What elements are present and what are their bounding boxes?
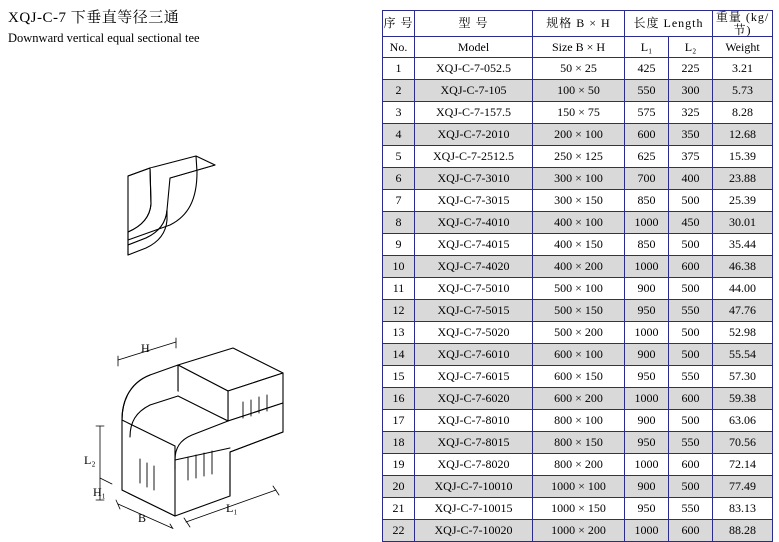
cell-l2: 500 [669,410,713,432]
cell-no: 8 [383,212,415,234]
cell-no: 15 [383,366,415,388]
label-b: B [138,511,147,525]
cell-l1: 1000 [625,520,669,542]
page-title-en: Downward vertical equal sectional tee [8,31,200,45]
cell-l2: 500 [669,190,713,212]
cell-l1: 600 [625,124,669,146]
cell-weight: 52.98 [713,322,773,344]
cell-model: XQJ-C-7-3015 [415,190,533,212]
cell-size: 150 × 75 [533,102,625,124]
cell-l2: 300 [669,80,713,102]
table-header [383,11,773,58]
cell-no: 18 [383,432,415,454]
cell-weight: 59.38 [713,388,773,410]
label-h1: H₁ [93,485,106,499]
header-model-cn: 型 号 [415,11,533,37]
cell-model: XQJ-C-7-4015 [415,234,533,256]
cell-l1: 950 [625,498,669,520]
drawing-main-piece [122,348,283,516]
cell-no: 14 [383,344,415,366]
cell-model: XQJ-C-7-5010 [415,278,533,300]
cell-no: 2 [383,80,415,102]
cell-l2: 400 [669,168,713,190]
cell-l2: 325 [669,102,713,124]
cell-size: 100 × 50 [533,80,625,102]
cell-weight: 12.68 [713,124,773,146]
header-weight-en: Weight [713,37,773,58]
cell-model: XQJ-C-7-8015 [415,432,533,454]
cell-no: 22 [383,520,415,542]
cell-weight: 83.13 [713,498,773,520]
cell-no: 3 [383,102,415,124]
cell-model: XQJ-C-7-6020 [415,388,533,410]
cell-model: XQJ-C-7-6010 [415,344,533,366]
cell-no: 6 [383,168,415,190]
cell-weight: 8.28 [713,102,773,124]
cell-l1: 850 [625,234,669,256]
label-h: H [141,341,150,355]
cell-l2: 550 [669,366,713,388]
cell-weight: 23.88 [713,168,773,190]
label-l1: L₁ [226,501,238,515]
header-l2: L₂ [669,37,713,58]
cell-size: 1000 × 200 [533,520,625,542]
cell-l1: 850 [625,190,669,212]
table-row [383,146,773,168]
cell-l2: 375 [669,146,713,168]
cell-model: XQJ-C-7-052.5 [415,58,533,80]
header-l1: L₁ [625,37,669,58]
cell-no: 11 [383,278,415,300]
table-row [383,476,773,498]
cell-model: XQJ-C-7-2512.5 [415,146,533,168]
cell-l2: 500 [669,476,713,498]
cell-l1: 950 [625,300,669,322]
cell-size: 600 × 150 [533,366,625,388]
cell-l1: 700 [625,168,669,190]
table-row [383,124,773,146]
cell-no: 13 [383,322,415,344]
cell-l2: 600 [669,520,713,542]
cell-no: 10 [383,256,415,278]
cell-weight: 47.76 [713,300,773,322]
cell-weight: 35.44 [713,234,773,256]
table-row [383,498,773,520]
cell-model: XQJ-C-7-8020 [415,454,533,476]
cell-l1: 950 [625,366,669,388]
cell-no: 16 [383,388,415,410]
page-title-cn: XQJ-C-7 下垂直等径三通 [8,10,180,26]
cell-l2: 350 [669,124,713,146]
table-row [383,322,773,344]
cell-l1: 575 [625,102,669,124]
cell-model: XQJ-C-7-105 [415,80,533,102]
cell-l1: 550 [625,80,669,102]
cell-size: 500 × 150 [533,300,625,322]
cell-size: 500 × 100 [533,278,625,300]
table-row [383,256,773,278]
cell-model: XQJ-C-7-10020 [415,520,533,542]
cell-l2: 500 [669,322,713,344]
header-no-en: No. [383,37,415,58]
table-row [383,520,773,542]
cell-model: XQJ-C-7-2010 [415,124,533,146]
header-size-en: Size B × H [533,37,625,58]
cell-l1: 625 [625,146,669,168]
table-row [383,410,773,432]
cell-l1: 900 [625,344,669,366]
cell-l2: 500 [669,278,713,300]
table-body [383,58,773,542]
cell-size: 300 × 150 [533,190,625,212]
cell-l1: 900 [625,476,669,498]
cell-size: 800 × 200 [533,454,625,476]
cell-model: XQJ-C-7-3010 [415,168,533,190]
table-row [383,432,773,454]
table-row [383,190,773,212]
cell-l1: 1000 [625,454,669,476]
cell-weight: 72.14 [713,454,773,476]
cell-size: 400 × 100 [533,212,625,234]
cell-l1: 1000 [625,322,669,344]
table-row [383,278,773,300]
cell-no: 19 [383,454,415,476]
cell-size: 250 × 125 [533,146,625,168]
cell-weight: 44.00 [713,278,773,300]
cell-model: XQJ-C-7-5020 [415,322,533,344]
cell-no: 7 [383,190,415,212]
cell-size: 800 × 100 [533,410,625,432]
table-row [383,168,773,190]
cell-weight: 5.73 [713,80,773,102]
cell-l2: 600 [669,388,713,410]
cell-no: 21 [383,498,415,520]
cell-size: 600 × 100 [533,344,625,366]
cell-size: 400 × 150 [533,234,625,256]
cell-size: 800 × 150 [533,432,625,454]
header-weight-cn: 重量 (kg/ 节) [713,11,773,37]
cell-weight: 57.30 [713,366,773,388]
cell-no: 1 [383,58,415,80]
cell-model: XQJ-C-7-10010 [415,476,533,498]
cell-weight: 88.28 [713,520,773,542]
cell-weight: 70.56 [713,432,773,454]
cell-size: 400 × 200 [533,256,625,278]
cell-l2: 450 [669,212,713,234]
cell-size: 50 × 25 [533,58,625,80]
cell-model: XQJ-C-7-157.5 [415,102,533,124]
header-size-cn: 规格 B × H [533,11,625,37]
cell-l1: 900 [625,278,669,300]
table-row [383,454,773,476]
table-header-row-en [383,37,773,58]
header-length-cn: 长度 Length [625,11,713,37]
table-row [383,300,773,322]
cell-l1: 950 [625,432,669,454]
cell-weight: 77.49 [713,476,773,498]
cell-weight: 46.38 [713,256,773,278]
table-row [383,344,773,366]
table-row [383,234,773,256]
cell-model: XQJ-C-7-4020 [415,256,533,278]
cell-model: XQJ-C-7-8010 [415,410,533,432]
cell-size: 1000 × 150 [533,498,625,520]
cell-model: XQJ-C-7-5015 [415,300,533,322]
table-row [383,212,773,234]
cell-no: 17 [383,410,415,432]
cell-weight: 30.01 [713,212,773,234]
title-block [8,6,368,46]
cell-l1: 1000 [625,388,669,410]
cell-weight: 25.39 [713,190,773,212]
product-drawing [0,60,378,529]
label-l2: L₂ [84,453,96,467]
cell-l1: 900 [625,410,669,432]
cell-l2: 600 [669,256,713,278]
cell-l2: 600 [669,454,713,476]
cell-weight: 55.54 [713,344,773,366]
table-row [383,58,773,80]
cell-no: 9 [383,234,415,256]
cell-model: XQJ-C-7-6015 [415,366,533,388]
header-model-en: Model [415,37,533,58]
cell-weight: 3.21 [713,58,773,80]
cell-l1: 1000 [625,212,669,234]
cell-no: 20 [383,476,415,498]
cell-size: 600 × 200 [533,388,625,410]
cell-l2: 500 [669,344,713,366]
table-row [383,80,773,102]
cell-l2: 500 [669,234,713,256]
header-no-cn: 序 号 [383,11,415,37]
cell-no: 5 [383,146,415,168]
table-header-row-cn [383,11,773,37]
left-panel [0,0,378,529]
cell-weight: 63.06 [713,410,773,432]
cell-l2: 225 [669,58,713,80]
cell-l1: 1000 [625,256,669,278]
cell-model: XQJ-C-7-10015 [415,498,533,520]
cell-no: 12 [383,300,415,322]
cell-size: 500 × 200 [533,322,625,344]
cell-l2: 550 [669,498,713,520]
drawing-upper-piece [128,156,215,255]
table-row [383,102,773,124]
cell-l1: 425 [625,58,669,80]
table-row [383,388,773,410]
specification-table [382,10,773,542]
table-row [383,366,773,388]
cell-weight: 15.39 [713,146,773,168]
cell-l2: 550 [669,300,713,322]
cell-model: XQJ-C-7-4010 [415,212,533,234]
cell-l2: 550 [669,432,713,454]
cell-no: 4 [383,124,415,146]
specification-table-container [382,10,772,542]
cell-size: 300 × 100 [533,168,625,190]
cell-size: 1000 × 100 [533,476,625,498]
cell-size: 200 × 100 [533,124,625,146]
